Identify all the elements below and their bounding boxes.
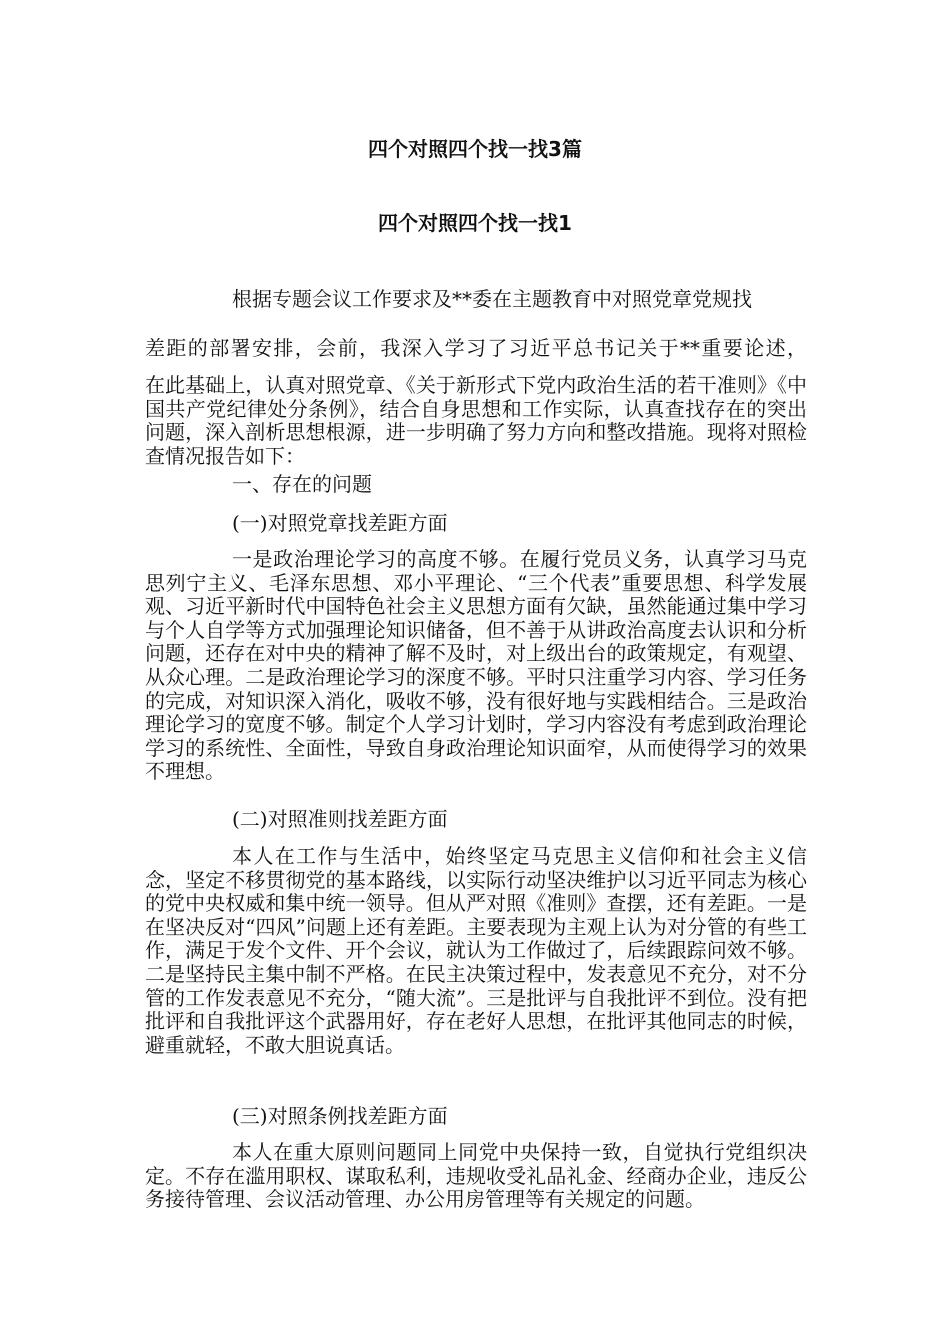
document-title: 四个对照四个找一找3篇 [368, 137, 582, 161]
subsection-heading-guidelines: (二)对照准则找差距方面 [232, 807, 448, 831]
subsection-body-party-constitution: 一是政治理论学习的高度不够。在履行党员义务，认真学习马克思列宁主义、毛泽东思想、邓小平理论、“三个代表”重要思想、科学发展观、习近平新时代中国特色社会主义思想方面有欠缺，虽然能通过集中学习与个人自学等方式加强理论知识储备，但不善于从讲政治高度去认识和分析问题，还存在对中央的精神了解不及时，对上级出台的政策规定，有观望、从众心理。二是政治理论学习的深度不够。平时只注重学习内容、学习任务的完成，对知识深入消化，吸收不够，没有很好地与实践相结合。三是政治理论学习的宽度不够。制定个人学习计划时，学习内容没有考虑到政治理论学习的系统性、全面性，导致自身政治理论知识面窄，从而使得学习的效果不理想。 [145, 547, 807, 784]
subsection-heading-regulations: (三)对照条例找差距方面 [232, 1104, 448, 1128]
intro-paragraph: 在此基础上，认真对照党章、《关于新形式下党内政治生活的若干准则》《中国共产党纪律处分条例》，结合自身思想和工作实际，认真查找存在的突出问题，深入剖析思想根源，进一步明确了努力方向和整改措施。现将对照检查情况报告如下： [145, 373, 807, 468]
subsection-body-regulations: 本人在重大原则问题同上同党中央保持一致，自觉执行党组织决定。不存在滥用职权、谋取私利，违规收受礼品礼金、经商办企业，违反公务接待管理、会议活动管理、办公用房管理等有关规定的问题。 [145, 1140, 807, 1212]
section-heading-problems: 一、存在的问题 [232, 472, 372, 496]
subsection-body-guidelines: 本人在工作与生活中，始终坚定马克思主义信仰和社会主义信念，坚定不移贯彻党的基本路线，以实际行动坚决维护以习近平同志为核心的党中央权威和集中统一领导。但从严对照《准则》查摆，还有差距。一是在坚决反对“四风”问题上还有差距。主要表现为主观上认为对分管的有些工作，满足于发个文件、开个会议，就认为工作做过了，后续跟踪问效不够。二是坚持民主集中制不严格。在民主决策过程中，发表意见不充分，对不分管的工作发表意见不充分，“随大流”。三是批评与自我批评不到位。没有把批评和自我批评这个武器用好，存在老好人思想，在批评其他同志的时候，避重就轻，不敢大胆说真话。 [145, 844, 807, 1057]
subsection-heading-party-constitution: (一)对照党章找差距方面 [232, 511, 448, 535]
intro-line-1: 根据专题会议工作要求及**委在主题教育中对照党章党规找 [232, 287, 752, 311]
intro-line-2: 差距的部署安排，会前，我深入学习了习近平总书记关于**重要论述， [145, 336, 807, 360]
document-subtitle: 四个对照四个找一找1 [378, 211, 572, 235]
